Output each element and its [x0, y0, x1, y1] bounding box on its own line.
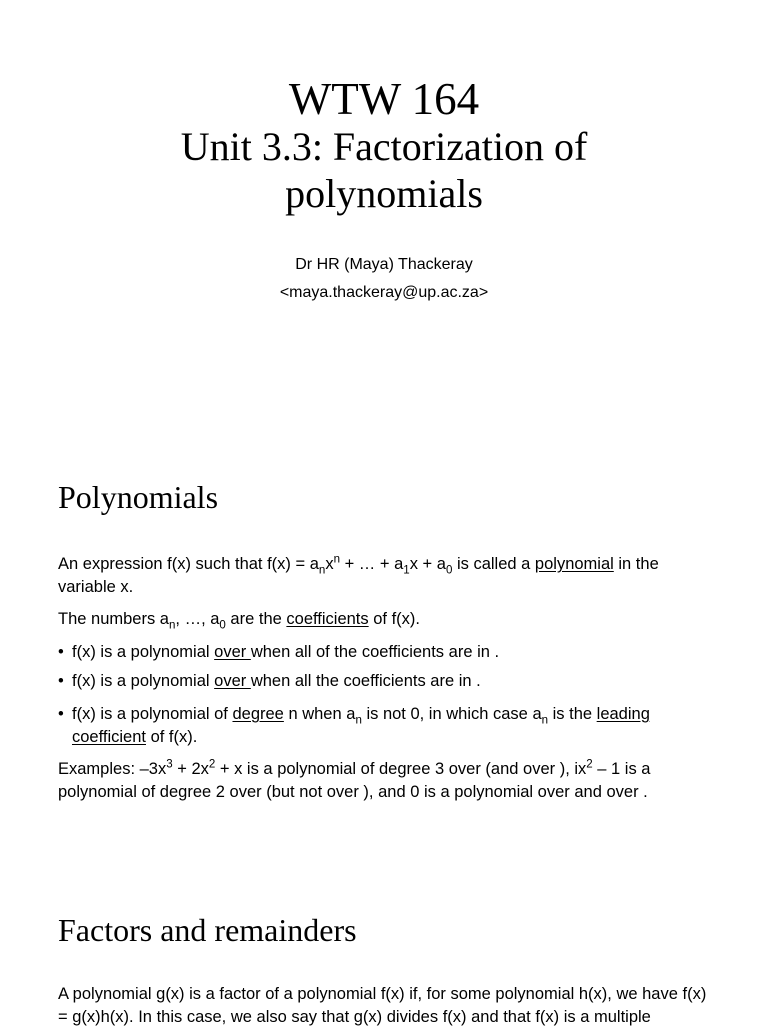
bullet-over-2: • f(x) is a polynomial over when all the coefficients are in .	[58, 670, 713, 693]
term-polynomial: polynomial	[534, 555, 614, 573]
term-over: over	[214, 672, 251, 690]
author-email: <maya.thackeray@up.ac.za>	[279, 284, 489, 301]
factor-definition: A polynomial g(x) is a factor of a polynomial f(x) if, for some polynomial h(x), we have f(x) = g(x)h(x). In this case, we also say that g(x) divides f(x) and that f(x) is a multiple	[58, 985, 707, 1026]
term-over: over	[214, 643, 251, 661]
bullet-degree: • f(x) is a polynomial of degree n when $a_n$ is not 0, in which case $a_n$ is the leading coefficient of f(x).	[58, 703, 713, 749]
factors-heading: Factors and remainders	[58, 912, 357, 948]
polynomials-heading: Polynomials	[58, 479, 219, 515]
title-slide	[0, 0, 768, 440]
polynomial-definition: An expression f(x) such that $f(x) = a_nx^n$ + … + $a_1x + a_0$ is called a polynomial in the variable x.	[58, 553, 659, 596]
unit-title-line-1: Unit 3.3: Factorization of	[180, 124, 588, 169]
course-code: WTW 164	[288, 74, 480, 124]
bullet-over-1: • f(x) is a polynomial over when all of the coefficients are in .	[58, 641, 713, 664]
author-name: Dr HR (Maya) Thackeray	[295, 256, 473, 273]
coefficients-definition: The numbers $a_n$, …, $a_0$ are the coefficients of f(x).	[58, 610, 420, 632]
unit-title-line-2: polynomials	[285, 171, 483, 216]
polynomial-examples: Examples: $-3x^3 + 2x^2 + x$ is a polynomial of degree 3 over (and over ), $ix^2 - 1$ is a polynomial of degree 2 over (but not over ), and 0 is a polynomial over and over .	[58, 758, 651, 801]
term-leading-coefficient: leading coefficient	[72, 705, 650, 746]
term-coefficients: coefficients	[286, 610, 369, 628]
term-degree: degree	[232, 705, 284, 723]
